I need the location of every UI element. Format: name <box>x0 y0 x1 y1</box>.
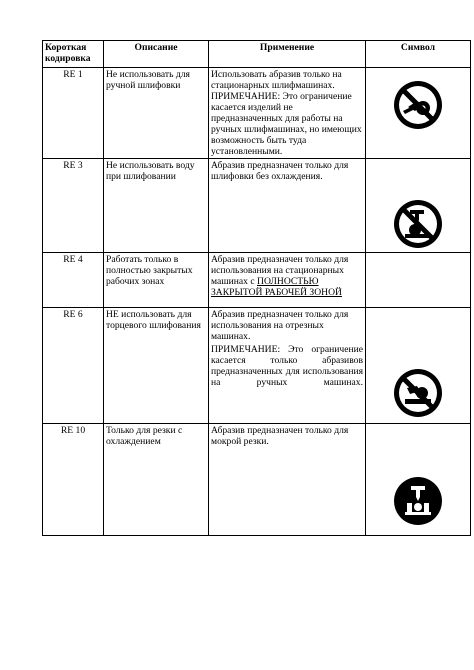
application-text: Абразив предназначен только для использования на стационарных машинах с <box>211 254 349 287</box>
header-application: Применение <box>209 41 366 68</box>
application-text: Использовать абразив только на стационарных шлифмашинах. <box>211 69 342 91</box>
symbol-cell <box>366 308 471 424</box>
header-description: Описание <box>104 41 209 68</box>
table-row <box>43 308 471 424</box>
row-description: Только для резки с охлаждением <box>104 424 209 536</box>
row-application <box>209 68 366 159</box>
row-code: RE 10 <box>43 424 104 536</box>
header-code: Короткая кодировка <box>43 41 104 68</box>
application-emphasis: ПОЛНОСТЬЮ ЗАКРЫТОЙ РАБОЧЕЙ ЗОНОЙ <box>211 276 342 298</box>
restriction-codes-table <box>42 40 471 536</box>
row-code: RE 1 <box>43 68 104 159</box>
row-description: Не использовать воду при шлифовании <box>104 159 209 253</box>
symbol-cell <box>366 253 471 308</box>
symbol-cell <box>366 68 471 159</box>
row-code: RE 4 <box>43 253 104 308</box>
application-text: Абразив предназначен только для шлифовки без охлаждения. <box>211 160 349 182</box>
row-code: RE 6 <box>43 308 104 424</box>
header-symbol: Символ <box>366 41 471 68</box>
wet-cutting-only-icon <box>393 476 443 526</box>
row-description: Работать только в полностью закрытых рабочих зонах <box>104 253 209 308</box>
symbol-cell <box>366 424 471 536</box>
application-note: ПРИМЕЧАНИЕ: Это ограничение касается только абразивов предназначенных для использования на ручных машинах. <box>211 344 363 388</box>
table-row <box>43 424 471 536</box>
table-header-row <box>43 41 471 68</box>
table-row <box>43 253 471 308</box>
no-water-cooling-icon <box>393 199 443 249</box>
table-row <box>43 159 471 253</box>
symbol-cell <box>366 159 471 253</box>
row-description: Не использовать для ручной шлифовки <box>104 68 209 159</box>
no-handheld-grinding-icon <box>393 80 443 130</box>
row-code: RE 3 <box>43 159 104 253</box>
row-application <box>209 424 366 536</box>
application-note: ПРИМЕЧАНИЕ: Это ограничение касается изделий не предназначенных для работы на ручных шлифмашинах, но имеющих возможность быть туда установленными. <box>211 91 362 157</box>
row-application <box>209 308 366 424</box>
no-side-grinding-icon <box>393 368 443 418</box>
row-description: НЕ использовать для торцевого шлифования <box>104 308 209 424</box>
table-row <box>43 68 471 159</box>
row-application <box>209 253 366 308</box>
application-text: Абразив предназначен только для мокрой резки. <box>211 425 349 447</box>
application-text: Абразив предназначен только для использования на отрезных машинах. <box>211 309 349 342</box>
row-application <box>209 159 366 253</box>
